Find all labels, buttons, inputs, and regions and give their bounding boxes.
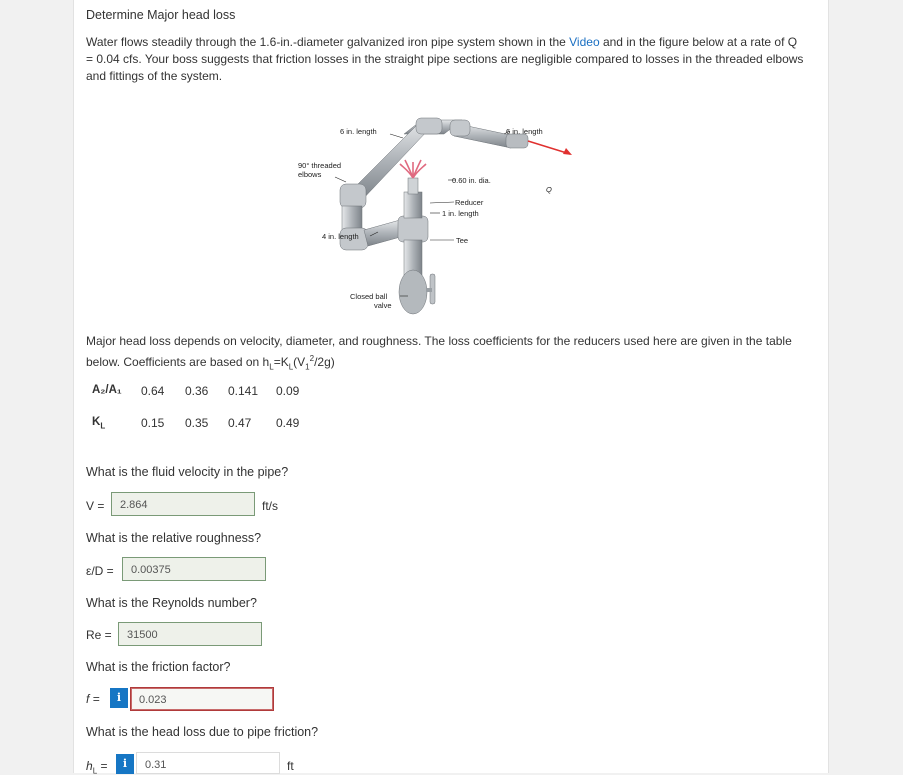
major-loss-text: Major head loss depends on velocity, diameter, and roughness. The loss coefficients for the reducers used here are given in the table below. Coefficients are based on $h_L=K_L(V_1^2/2g)$ (86, 334, 792, 372)
info-icon[interactable]: i (116, 754, 134, 774)
problem-title: Determine Major head loss (86, 8, 236, 22)
flow-arrow (528, 141, 570, 154)
velocity-input[interactable]: 2.864 (111, 492, 255, 516)
info-icon[interactable]: i (110, 688, 128, 708)
tee-fitting (398, 216, 428, 242)
nozzle (408, 178, 418, 194)
elbow-top-left (416, 118, 442, 134)
flow-arrowhead (563, 148, 572, 155)
friction-label: f = (86, 692, 100, 706)
label-4in: 4 in. length (322, 232, 359, 241)
label-6in-right: 6 in. length (506, 127, 543, 136)
reducer (404, 192, 422, 218)
label-valve-line2: valve (374, 301, 392, 310)
row1-label: A₂/A₁ (92, 384, 122, 396)
table-cell: 0.09 (276, 384, 300, 398)
reynolds-input[interactable]: 31500 (118, 622, 262, 646)
intro-text-1: Water flows steadily through the 1.6-in.-diameter galvanized iron pipe system shown in the (86, 35, 570, 49)
pipe-system-figure (280, 112, 590, 332)
label-elbows-line1: 90° threaded (298, 161, 342, 170)
label-q: Q (546, 185, 552, 194)
label-6in-top: 6 in. length (340, 127, 377, 136)
question-head-loss: What is the head loss due to pipe friction? (86, 725, 319, 739)
intro-text-2: and in the figure below at a rate of Q = 0.04 cfs. Your boss suggests that friction losses in the straight pipe sections are negligible compared to losses in the threaded elbows and fittings of the system. (86, 35, 804, 83)
velocity-unit: ft/s (262, 499, 279, 513)
question-roughness: What is the relative roughness? (86, 531, 262, 545)
video-link[interactable]: Video (569, 35, 600, 49)
valve-stem (426, 288, 432, 292)
question-reynolds: What is the Reynolds number? (86, 596, 257, 610)
row2-label (92, 416, 105, 430)
roughness-label: ε/D = (86, 564, 114, 578)
head-loss-eq: = (97, 759, 108, 773)
reynolds-label: Re = (86, 628, 112, 642)
friction-factor-input[interactable]: 0.023 (130, 687, 274, 711)
formula-part-3: /2g) (314, 355, 335, 369)
ball-valve (399, 270, 427, 314)
head-loss-var: h (86, 759, 93, 773)
head-loss-sub: L (92, 766, 98, 775)
velocity-label: V = (86, 499, 105, 513)
row2-label-main: K (92, 416, 101, 428)
problem-intro (86, 34, 806, 85)
label-reducer: Reducer (455, 198, 484, 207)
label-tee: Tee (456, 236, 469, 245)
table-cell: 0.64 (141, 384, 165, 398)
formula-part-2: (V (293, 355, 306, 369)
question-velocity: What is the fluid velocity in the pipe? (86, 465, 289, 479)
label-dia: 0.60 in. dia. (452, 176, 491, 185)
major-loss-sentence: Major head loss depends on velocity, diameter, and roughness. The loss coefficients for the reducers used here are given in the table below. Coefficients are based on h (86, 334, 792, 369)
elbow-top-right (450, 120, 470, 136)
label-1in: 1 in. length (442, 209, 479, 218)
roughness-input[interactable]: 0.00375 (122, 557, 266, 581)
label-valve-line1: Closed ball (350, 292, 388, 301)
formula-part-1: =K (273, 355, 289, 369)
table-cell: 0.15 (141, 416, 165, 430)
pipe-outlet (506, 134, 528, 148)
question-friction-factor: What is the friction factor? (86, 660, 231, 674)
label-elbows-line2: elbows (298, 170, 322, 179)
row2-label-sub: L (100, 421, 106, 431)
head-loss-input[interactable]: 0.31 (136, 752, 280, 774)
head-loss-unit: ft (287, 759, 294, 773)
table-cell: 0.36 (185, 384, 209, 398)
elbow-left (340, 184, 366, 208)
table-cell: 0.47 (228, 416, 252, 430)
table-cell: 0.49 (276, 416, 300, 430)
water-jet (400, 160, 426, 178)
table-cell: 0.35 (185, 416, 209, 430)
table-cell: 0.141 (228, 384, 259, 398)
